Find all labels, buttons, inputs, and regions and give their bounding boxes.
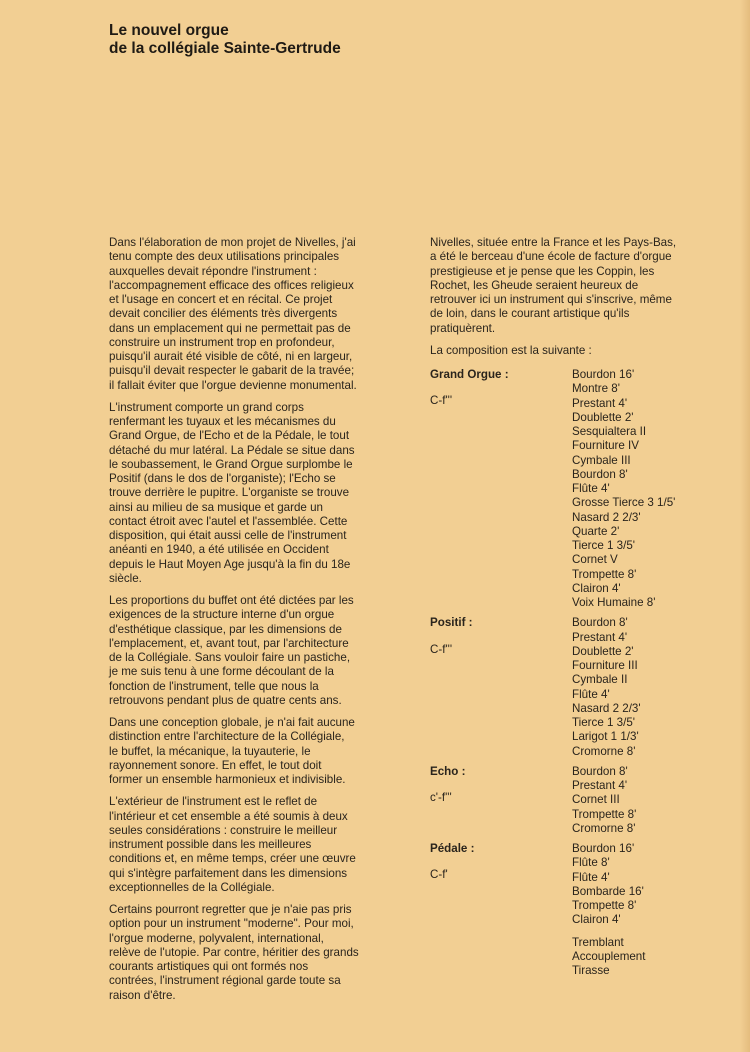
stop-item: Bourdon 8' [572,467,628,481]
stop-item: Cymbale III [572,453,631,467]
stop-item: Flûte 4' [572,870,610,884]
text-line: former un ensemble harmonieux et indivisible. [109,773,346,786]
text-line: Dans une conception globale, je n'ai fait aucune [109,716,355,729]
text-line: d'esthétique classique, par les dimensions de [109,622,342,636]
body-paragraph [430,236,710,336]
text-line: siècle. [109,571,142,585]
text-line: puisqu'il aurait été visible de côté, ni en largeur, [109,350,353,363]
stop-item: Bourdon 8' [572,764,628,778]
stops-list [572,368,710,610]
manual-range: C-f''' [430,394,453,408]
body-paragraph [109,594,377,708]
manual-section [430,765,710,836]
text-line: puisqu'il devait respecter le gabarit de la travée; [109,364,355,378]
stop-item: Flûte 4' [572,687,610,701]
accessory-item: Tremblant [572,935,624,949]
right-column [430,236,710,978]
manual-name: Echo : [430,764,466,778]
text-line: l'accompagnement efficace des offices religieux [109,278,354,292]
accessory-item: Accouplement [572,949,646,963]
body-paragraph [109,716,377,787]
accessories-list [572,936,710,979]
stop-item: Trompette 8' [572,567,637,581]
stop-item: Clairon 4' [572,581,621,595]
stop-item: Larigot 1 1/3' [572,730,639,744]
manual-section [430,368,710,610]
manual-header [430,616,570,657]
stop-item: Bombarde 16' [572,884,644,898]
stop-item: Prestant 4' [572,630,628,644]
text-line: Dans l'élaboration de mon projet de Nivelles, j'ai [109,236,356,249]
title-line-2: de la collégiale Sainte-Gertrude [109,40,341,57]
text-line: détaché du mur latéral. La Pédale se situe dans [109,443,355,457]
text-line: fonction de l'instrument, telle que nous la [109,679,319,693]
manual-name: Positif : [430,616,473,630]
stop-item: Cromorne 8' [572,744,636,758]
body-paragraph [109,401,377,586]
text-line: construire un instrument trop en profondeur, [109,335,335,349]
composition-label: La composition est la suivante : [430,343,592,357]
stop-item: Quarte 2' [572,524,620,538]
text-line: trouve derrière le pupitre. L'organiste se trouve [109,486,350,500]
manual-section [430,616,710,759]
text-line: L'extérieur de l'instrument est le reflet de [109,795,318,809]
stop-item: Sesquialtera II [572,425,647,438]
text-line: l'emplacement, et, avant tout, par l'architecture [109,636,349,650]
text-line: anéanti en 1940, a été utilisée en Occident [109,543,329,557]
text-line: depuis le Haut Moyen Age jusqu'à la fin du 18e [109,557,351,571]
text-line: je me suis tenu à une forme découlant de la [109,665,334,679]
text-line: a été le berceau d'une école de facture d'orgue [430,250,672,264]
stop-item: Doublette 2' [572,410,634,424]
stop-item: Nasard 2 2/3' [572,701,641,715]
text-line: rayonnement sonore. En effet, le tout doit [109,758,322,772]
stops-list [572,765,710,836]
text-line: et l'usage en concert et en récital. Ce projet [109,293,333,306]
stop-item: Trompette 8' [572,807,637,821]
text-line: seules considérations : construire le meilleur [109,823,338,837]
text-line: disposition, qui était aussi celle de l'instrument [109,529,347,542]
text-line: Grand Orgue, de l'Echo et de la Pédale, le tout [109,429,350,443]
stop-item: Nasard 2 2/3' [572,510,641,524]
text-line: qui s'intègre parfaitement dans les dimensions [109,866,348,880]
text-line: tenu compte des deux utilisations principales [109,250,340,264]
accessory-item: Tirasse [572,964,610,977]
text-line: option pour un instrument "moderne". Pour moi, [109,917,354,931]
text-line: contrées, l'instrument régional garde toute sa [109,974,341,988]
body-paragraph [109,795,377,895]
left-column [109,236,377,1011]
text-line: devait concilier des éléments très divergents [109,307,338,321]
text-line: instrument possible dans les meilleures [109,838,312,851]
stop-item: Montre 8' [572,382,620,396]
text-line: retrouver ici un instrument qui s'inscrive, même [430,293,672,306]
manual-header [430,368,570,409]
body-paragraph [109,903,377,1003]
stop-item: Cornet III [572,793,620,807]
text-line: Nivelles, située entre la France et les Pays-Bas, [430,236,677,249]
stop-item: Cromorne 8' [572,821,636,835]
stop-item: Prestant 4' [572,396,628,410]
stop-item: Voix Humaine 8' [572,596,656,609]
stop-item: Flûte 4' [572,482,610,495]
text-line: l'intérieur et cet ensemble a été soumis à deux [109,809,348,823]
page-edge [740,0,750,1052]
stop-list [430,368,710,928]
stop-item: Bourdon 8' [572,616,628,630]
text-line: il fallait éviter que l'orgue devienne monumental. [109,378,357,392]
stop-item: Tierce 1 3/5' [572,539,636,552]
text-line: Les proportions du buffet ont été dictées par les [109,594,354,607]
manual-header [430,765,570,806]
body-paragraph [109,236,377,393]
text-line: dans un emplacement qui ne permettait pas de [109,321,351,335]
text-line: le soubassement, le Grand Orgue surplombe le [109,457,353,471]
manual-header [430,842,570,883]
intro-paragraph [430,236,710,336]
text-line: le buffet, la mécanique, la tuyauterie, le [109,744,311,758]
stop-item: Bourdon 16' [572,368,635,381]
text-line: Certains pourront regretter que je n'aie pas pris [109,903,352,916]
stop-item: Trompette 8' [572,899,637,912]
manual-name: Grand Orgue : [430,368,509,381]
text-line: l'orgue moderne, polyvalent, international, [109,931,324,945]
stop-item: Cymbale II [572,673,628,687]
text-line: L'instrument comporte un grand corps [109,400,304,414]
stop-item: Flûte 8' [572,856,610,870]
stop-item: Fourniture III [572,659,638,672]
title-line-1: Le nouvel orgue [109,22,229,39]
stop-item: Fourniture IV [572,439,640,453]
text-line: prestigieuse et je pense que les Coppin, les [430,264,655,278]
stop-item: Clairon 4' [572,913,621,927]
text-line: Rochet, les Gheude seraient heureux de [430,278,639,292]
stop-item: Bourdon 16' [572,842,635,855]
text-line: relève de l'utopie. Par contre, héritier des grands [109,945,359,959]
stop-item: Grosse Tierce 3 1/5' [572,496,676,510]
text-line: retrouvons pendant plus de quatre cents ans. [109,693,342,707]
text-line: raison d'être. [109,988,176,1002]
stops-list [572,842,710,928]
stop-item: Tierce 1 3/5' [572,716,636,729]
text-line: contact étroit avec l'autel et l'assemblée. Cette [109,514,348,528]
stop-item: Prestant 4' [572,779,628,792]
manual-name: Pédale : [430,842,475,855]
text-line: conditions et, en même temps, créer une œuvre [109,852,356,866]
text-line: exigences de la structure interne d'un orgue [109,608,335,622]
manual-section [430,842,710,928]
text-line: ainsi au milieu de sa musique et garde un [109,500,323,514]
manual-range: C-f''' [430,642,453,656]
document-title [109,22,341,58]
text-line: renfermant les tuyaux et les mécanismes du [109,415,336,428]
text-line: exceptionnelles de la Collégiale. [109,880,275,894]
text-line: de loin, dans le courant artistique qu'ils [430,307,630,321]
text-line: distinction entre l'architecture de la Collégiale, [109,730,345,744]
manual-range: c'-f''' [430,791,452,804]
text-line: auxquelles devait répondre l'instrument : [109,264,317,278]
stop-item: Doublette 2' [572,644,634,658]
manual-range: C-f' [430,868,448,882]
stop-item: Cornet V [572,553,618,567]
text-line: Positif (dans le dos de l'organiste); l'Echo se [109,472,336,485]
text-line: de la Collégiale. Sans vouloir faire un pastiche, [109,651,351,664]
text-line: courants artistiques qui ont formés nos [109,960,309,973]
stops-list [572,616,710,759]
text-line: pratiquèrent. [430,321,496,335]
